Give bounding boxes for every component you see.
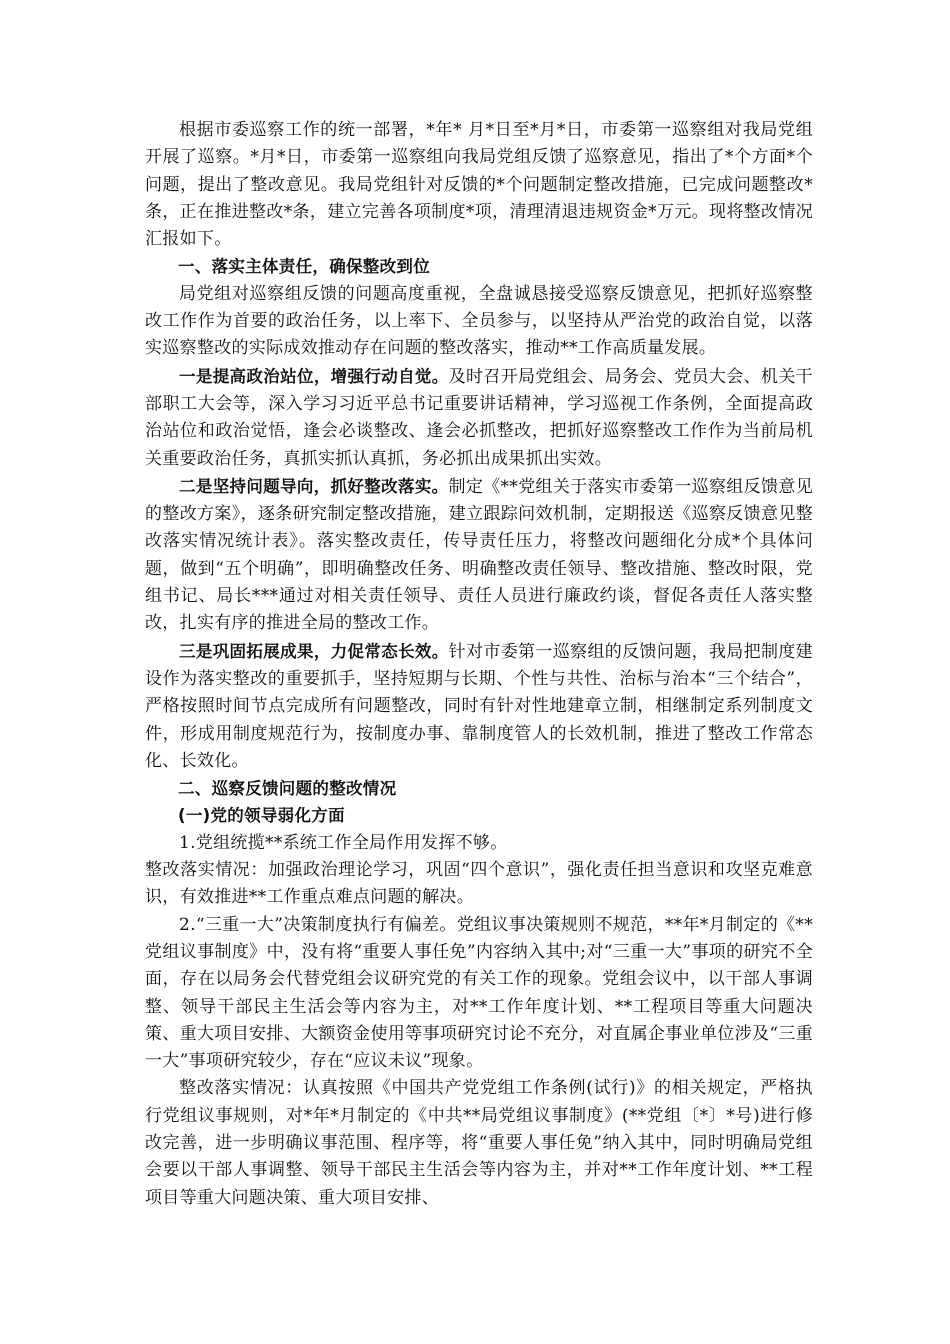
section-1-paragraph: 局党组对巡察组反馈的问题高度重视，全盘诚恳接受巡察反馈意见，把抓好巡察整改工作作为首要的政治任务，以上率下、全员参与，以坚持从严治党的政治自觉，以落实巡察整改的实际成效推动存在问题的整改落实，推动**工作高质量发展。	[145, 283, 813, 359]
point-3-body: 针对市委第一巡察组的反馈问题，我局把制度建设作为落实整改的重要抓手，坚持短期与长期、个性与共性、治标与治本“三个结合”，严格按照时间节点完成所有问题整改，同时有针对性地建章立制，相继制定系列制度文件，形成用制度规范行为，按制度办事、靠制度管人的长效机制，推进了整改工作常态化、长效化。	[145, 641, 813, 771]
item-2-fix: 整改落实情况：认真按照《中国共产党党组工作条例(试行)》的相关规定，严格执行党组议事规则，对*年*月制定的《中共**局党组议事制度》(**党组〔*〕*号)进行修改完善，进一步明确议事范围、程序等，将“重要人事任免”纳入其中，同时明确局党组会要以干部人事调整、领导干部民主生活会等内容为主，并对**工作年度计划、**工程项目等重大问题决策、重大项目安排、	[145, 1078, 813, 1208]
point-2-body: 制定《**党组关于落实市委第一巡察组反馈意见的整改方案》，逐条研究制定整改措施，建立跟踪问效机制，定期报送《巡察反馈意见整改落实情况统计表》。落实整改责任，传导责任压力，将整改问题细化分成*个具体问题，做到“五个明确”，即明确整改任务、明确整改责任领导、整改措施、整改时限，党组书记、局长***通过对相关责任领导、责任人员进行廉政约谈，督促各责任人落实整改，扎实有序的推进全局的整改工作。	[145, 476, 813, 634]
point-2-paragraph	[145, 473, 813, 638]
point-1-paragraph	[145, 363, 813, 473]
point-3-paragraph	[145, 638, 813, 775]
section-heading-1: 一、落实主体责任，确保整改到位	[178, 257, 430, 277]
item-1-fix: 整改落实情况：加强政治理论学习，巩固“四个意识”，强化责任担当意识和攻坚克难意识，有效推进**工作重点难点问题的解决。	[145, 860, 813, 908]
point-2-lead: 二是坚持问题导向，抓好整改落实。	[179, 476, 449, 496]
item-2: 2.“三重一大”决策制度执行有偏差。党组议事决策规则不规范，**年*月制定的《**党组议事制度》中，没有将“重要人事任免”内容纳入其中;对“三重一大”事项的研究不全面，存在以局务会代替党组会议研究党的有关工作的现象。党组会议中，以干部人事调整、领导干部民主生活会等内容为主，对**工作年度计划、**工程项目等重大问题决策、重大项目安排、大额资金使用等事项研究讨论不充分，对直属企事业单位涉及“三重一大”事项研究较少，存在“应议未议”现象。	[145, 914, 813, 1072]
section-heading-2: 二、巡察反馈问题的整改情况	[178, 779, 397, 799]
point-3-lead: 三是巩固拓展成果，力促常态长效。	[179, 641, 449, 661]
point-1-lead: 一是提高政治站位，增强行动自觉。	[179, 366, 449, 386]
subsection-heading-1: (一)党的领导弱化方面	[178, 806, 345, 826]
item-1: 1.党组统揽**系统工作全局作用发挥不够。	[179, 832, 508, 853]
intro-paragraph: 根据市委巡察工作的统一部署，*年* 月*日至*月*日，市委第一巡察组对我局党组开展了巡察。*月*日，市委第一巡察组向我局党组反馈了巡察意见，指出了*个方面*个问题，提出了整改意见。我局党组针对反馈的*个问题制定整改措施，已完成问题整改*条，正在推进整改*条，建立完善各项制度*项，清理清退违规资金*万元。现将整改情况汇报如下。	[145, 120, 813, 250]
point-1-body: 及时召开局党组会、局务会、党员大会、机关干部职工大会等，深入学习习近平总书记重要讲话精神，学习巡视工作条例，全面提高政治站位和政治觉悟，逢会必谈整改、逢会必抓整改，把抓好巡察整改工作作为当前局机关重要政治任务，真抓实抓认真抓，务必抓出成果抓出实效。	[145, 366, 813, 469]
document-body	[145, 117, 813, 1212]
